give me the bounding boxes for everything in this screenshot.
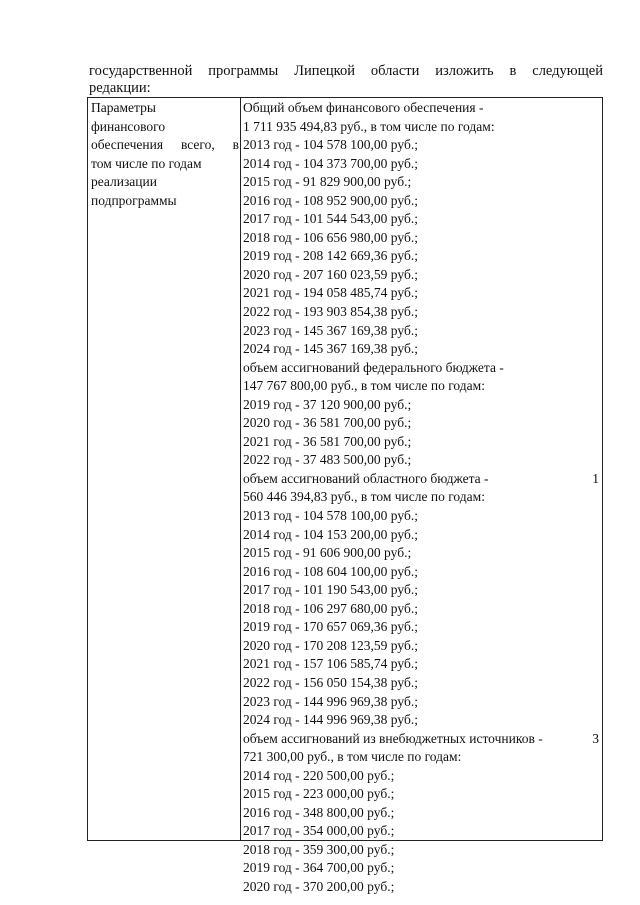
- financing-value-text: 2015 год - 223 000,00 руб.;: [243, 786, 395, 802]
- financing-value-text: 721 300,00 руб., в том числе по годам:: [243, 749, 462, 765]
- financing-value-line: [243, 767, 601, 786]
- financing-value-text: 2013 год - 104 578 100,00 руб.;: [243, 137, 418, 153]
- financing-value-text: 2014 год - 104 153 200,00 руб.;: [243, 526, 418, 542]
- parameters-label-line: финансового: [91, 118, 166, 134]
- financing-value-line: [243, 451, 601, 470]
- financing-value-line: [243, 470, 601, 489]
- financing-table: [87, 97, 603, 894]
- parameters-label-line: обеспечения всего, в: [91, 137, 239, 152]
- financing-value-text: 2020 год - 170 208 123,59 руб.;: [243, 637, 418, 653]
- parameters-cell: [91, 99, 239, 210]
- financing-value-line: [243, 804, 601, 823]
- parameters-label-line: подпрограммы: [91, 192, 177, 208]
- financing-value-text: 2017 год - 354 000,00 руб.;: [243, 823, 395, 839]
- financing-value-text: 2020 год - 36 581 700,00 руб.;: [243, 415, 412, 431]
- financing-value-text: 2018 год - 106 656 980,00 руб.;: [243, 229, 418, 245]
- financing-value-text: 2017 год - 101 544 543,00 руб.;: [243, 211, 418, 227]
- financing-value-text: 2024 год - 145 367 169,38 руб.;: [243, 341, 418, 357]
- financing-value-text: 1 711 935 494,83 руб., в том числе по годам:: [243, 118, 495, 134]
- financing-value-text: 2016 год - 108 604 100,00 руб.;: [243, 563, 418, 579]
- financing-value-line: [243, 637, 601, 656]
- financing-value-line: [243, 396, 601, 415]
- line-continuation-digit: 1: [592, 470, 599, 486]
- financing-value-text: 2016 год - 108 952 900,00 руб.;: [243, 192, 418, 208]
- financing-value-line: [243, 322, 601, 341]
- financing-value-line: [243, 859, 601, 878]
- financing-value-line: [243, 711, 601, 730]
- financing-value-text: 2013 год - 104 578 100,00 руб.;: [243, 508, 418, 524]
- financing-value-text: 2019 год - 170 657 069,36 руб.;: [243, 619, 418, 635]
- parameters-label-line: реализации: [91, 174, 157, 189]
- financing-value-line: [243, 841, 601, 860]
- financing-value-text: 2015 год - 91 606 900,00 руб.;: [243, 545, 412, 561]
- line-continuation-digit: 3: [592, 730, 599, 746]
- financing-value-line: [243, 730, 601, 749]
- financing-value-text: 2015 год - 91 829 900,00 руб.;: [243, 174, 412, 190]
- financing-value-text: 2021 год - 194 058 485,74 руб.;: [243, 285, 418, 301]
- financing-value-line: [243, 785, 601, 804]
- intro-line: редакции:: [89, 80, 151, 96]
- financing-value-text: 2023 год - 145 367 169,38 руб.;: [243, 322, 418, 338]
- parameters-label-line: том числе по годам: [91, 155, 202, 171]
- financing-value-text: 2021 год - 36 581 700,00 руб.;: [243, 433, 412, 449]
- financing-value-text: 147 767 800,00 руб., в том числе по годам:: [243, 378, 485, 394]
- financing-value-text: 2014 год - 220 500,00 руб.;: [243, 767, 395, 783]
- financing-value-line: [243, 210, 601, 229]
- financing-value-line: [243, 526, 601, 545]
- financing-value-line: [243, 414, 601, 433]
- financing-value-text: 2022 год - 156 050 154,38 руб.;: [243, 674, 418, 690]
- financing-value-text: 2024 год - 144 996 969,38 руб.;: [243, 712, 418, 728]
- financing-value-line: [243, 878, 601, 897]
- financing-value-line: [243, 600, 601, 619]
- financing-value-text: объем ассигнований федерального бюджета -: [243, 359, 504, 375]
- financing-value-line: [243, 173, 601, 192]
- financing-value-line: [243, 266, 601, 285]
- intro-line: государственной программы Липецкой области изложить в следующей: [89, 63, 603, 79]
- financing-value-text: 2016 год - 348 800,00 руб.;: [243, 804, 395, 820]
- financing-value-text: 2018 год - 359 300,00 руб.;: [243, 841, 395, 857]
- financing-value-text: объем ассигнований областного бюджета -: [243, 470, 489, 486]
- financing-values-cell: [243, 99, 601, 897]
- financing-value-line: [243, 155, 601, 174]
- financing-value-line: [243, 488, 601, 507]
- financing-value-line: [243, 99, 601, 118]
- financing-value-line: [243, 618, 601, 637]
- column-divider: [240, 98, 241, 840]
- financing-value-text: 2020 год - 207 160 023,59 руб.;: [243, 266, 418, 282]
- financing-value-text: 2020 год - 370 200,00 руб.;: [243, 878, 395, 894]
- financing-value-line: [243, 581, 601, 600]
- financing-value-text: 2014 год - 104 373 700,00 руб.;: [243, 155, 418, 171]
- intro-paragraph: [89, 63, 603, 97]
- financing-value-line: [243, 340, 601, 359]
- financing-value-text: Общий объем финансового обеспечения -: [243, 100, 484, 115]
- financing-value-text: 2018 год - 106 297 680,00 руб.;: [243, 600, 418, 616]
- financing-value-line: [243, 136, 601, 155]
- financing-value-text: 2023 год - 144 996 969,38 руб.;: [243, 693, 418, 709]
- financing-value-line: [243, 674, 601, 693]
- financing-value-text: 2022 год - 193 903 854,38 руб.;: [243, 304, 418, 320]
- financing-value-line: [243, 229, 601, 248]
- financing-value-line: [243, 507, 601, 526]
- financing-value-line: [243, 563, 601, 582]
- financing-value-line: [243, 377, 601, 396]
- financing-value-text: 2022 год - 37 483 500,00 руб.;: [243, 452, 412, 468]
- financing-value-text: 2019 год - 364 700,00 руб.;: [243, 860, 395, 876]
- financing-value-text: 2021 год - 157 106 585,74 руб.;: [243, 656, 418, 672]
- financing-value-line: [243, 693, 601, 712]
- financing-value-line: [243, 303, 601, 322]
- financing-value-text: 2019 год - 208 142 669,36 руб.;: [243, 248, 418, 264]
- financing-value-line: [243, 118, 601, 137]
- financing-value-line: [243, 433, 601, 452]
- financing-value-line: [243, 748, 601, 767]
- financing-value-line: [243, 822, 601, 841]
- financing-value-line: [243, 655, 601, 674]
- financing-value-line: [243, 544, 601, 563]
- financing-value-line: [243, 192, 601, 211]
- financing-value-line: [243, 247, 601, 266]
- financing-value-text: 560 446 394,83 руб., в том числе по годам:: [243, 489, 485, 505]
- parameters-label-line: Параметры: [91, 100, 156, 115]
- financing-value-text: 2019 год - 37 120 900,00 руб.;: [243, 396, 412, 412]
- financing-value-text: 2017 год - 101 190 543,00 руб.;: [243, 582, 418, 598]
- financing-value-line: [243, 359, 601, 378]
- financing-value-text: объем ассигнований из внебюджетных источников -: [243, 730, 543, 746]
- financing-value-line: [243, 284, 601, 303]
